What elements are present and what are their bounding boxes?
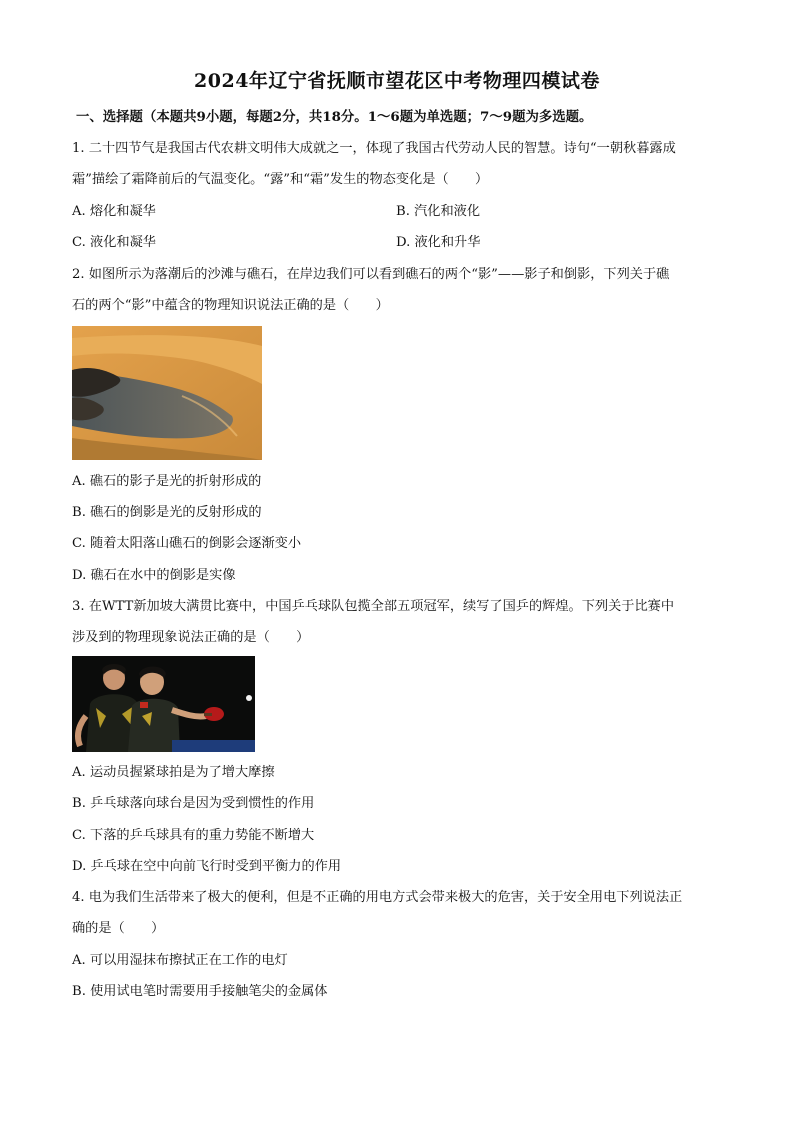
q1-option-c: C. 液化和凝华 xyxy=(72,235,156,250)
q3-option-b: B. 乒乓球落向球台是因为受到惯性的作用 xyxy=(72,796,315,811)
q2-option-a: A. 礁石的影子是光的折射形成的 xyxy=(72,474,262,489)
q1-stem-line2: 霜”描绘了霜降前后的气温变化。“露”和“霜”发生的物态变化是（ ） xyxy=(72,172,489,187)
q2-option-b: B. 礁石的倒影是光的反射形成的 xyxy=(72,505,262,520)
q1-option-b: B. 汽化和液化 xyxy=(396,204,481,219)
q3-stem-line2: 涉及到的物理现象说法正确的是（ ） xyxy=(72,630,310,645)
table-tennis-illustration xyxy=(72,656,255,752)
beach-reef-illustration xyxy=(72,326,262,460)
q2-stem-line1: 2. 如图所示为落潮后的沙滩与礁石，在岸边我们可以看到礁石的两个“影”——影子和倒影，下列关于礁 xyxy=(72,267,670,282)
q4-stem-line1: 4. 电为我们生活带来了极大的便利，但是不正确的用电方式会带来极大的危害，关于安全用电下列说法正 xyxy=(72,890,683,905)
q4-option-b: B. 使用试电笔时需要用手接触笔尖的金属体 xyxy=(72,984,328,999)
q1-option-d: D. 液化和升华 xyxy=(396,235,481,250)
q4-option-a: A. 可以用湿抹布擦拭正在工作的电灯 xyxy=(72,953,288,968)
q1-stem-line1: 1. 二十四节气是我国古代农耕文明伟大成就之一，体现了我国古代劳动人民的智慧。诗句“一朝秋暮露成 xyxy=(72,141,676,156)
q2-option-c: C. 随着太阳落山礁石的倒影会逐渐变小 xyxy=(72,536,302,551)
beach-reef-photo xyxy=(72,326,262,460)
q3-option-d: D. 乒乓球在空中向前飞行时受到平衡力的作用 xyxy=(72,859,342,874)
section-heading: 一、选择题（本题共9小题，每题2分，共18分。1～6题为单选题；7～9题为多选题。 xyxy=(76,109,593,125)
q4-stem-line2: 确的是（ ） xyxy=(72,921,165,936)
exam-title: 2024年辽宁省抚顺市望花区中考物理四模试卷 xyxy=(194,70,600,92)
q1-option-a: A. 熔化和凝华 xyxy=(72,204,156,219)
q3-option-c: C. 下落的乒乓球具有的重力势能不断增大 xyxy=(72,828,315,843)
q2-stem-line2: 石的两个“影”中蕴含的物理知识说法正确的是（ ） xyxy=(72,298,389,313)
q2-option-d: D. 礁石在水中的倒影是实像 xyxy=(72,568,236,583)
q3-option-a: A. 运动员握紧球拍是为了增大摩擦 xyxy=(72,765,275,780)
table-tennis-photo xyxy=(72,656,255,752)
q3-stem-line1: 3. 在WTT新加坡大满贯比赛中，中国乒乓球队包揽全部五项冠军，续写了国乒的辉煌。下列关于比赛中 xyxy=(72,599,675,614)
